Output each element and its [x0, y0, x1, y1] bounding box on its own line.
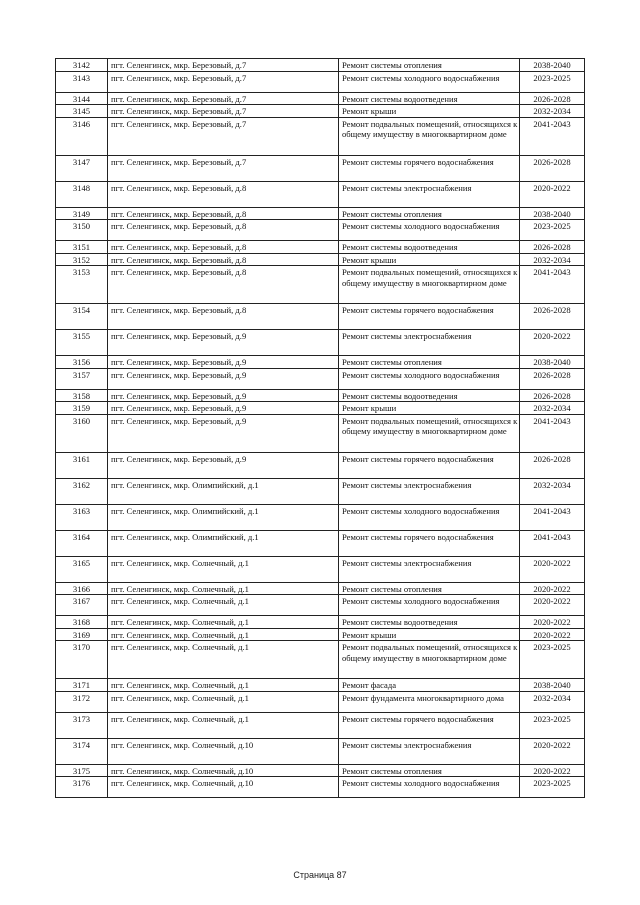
- table-row: [56, 266, 585, 304]
- address-cell: пгт. Селенгинск, мкр. Солнечный, д.10: [108, 777, 339, 798]
- work-type-cell: Ремонт системы холодного водоснабжения: [339, 368, 520, 389]
- table-row: [56, 105, 585, 118]
- period-cell: 2038-2040: [520, 356, 585, 369]
- period-cell: 2041-2043: [520, 414, 585, 452]
- work-type-cell: Ремонт подвальных помещений, относящихся к общему имуществу в многоквартирном доме: [339, 641, 520, 679]
- table-row: [56, 504, 585, 530]
- row-number: 3147: [56, 155, 108, 181]
- period-cell: 2020-2022: [520, 330, 585, 356]
- row-number: 3162: [56, 478, 108, 504]
- address-cell: пгт. Селенгинск, мкр. Березовый, д.7: [108, 92, 339, 105]
- address-cell: пгт. Селенгинск, мкр. Солнечный, д.1: [108, 628, 339, 641]
- address-cell: пгт. Селенгинск, мкр. Олимпийский, д.1: [108, 478, 339, 504]
- period-cell: 2020-2022: [520, 556, 585, 582]
- address-cell: пгт. Селенгинск, мкр. Березовый, д.7: [108, 105, 339, 118]
- address-cell: пгт. Селенгинск, мкр. Солнечный, д.1: [108, 712, 339, 738]
- period-cell: 2023-2025: [520, 71, 585, 92]
- row-number: 3158: [56, 389, 108, 402]
- work-type-cell: Ремонт системы водоотведения: [339, 92, 520, 105]
- table-row: [56, 304, 585, 330]
- work-type-cell: Ремонт системы отопления: [339, 764, 520, 777]
- table-row: [56, 641, 585, 679]
- address-cell: пгт. Селенгинск, мкр. Березовый, д.9: [108, 389, 339, 402]
- address-cell: пгт. Селенгинск, мкр. Березовый, д.9: [108, 368, 339, 389]
- table-row: [56, 777, 585, 798]
- period-cell: 2020-2022: [520, 616, 585, 629]
- table-row: [56, 414, 585, 452]
- work-type-cell: Ремонт системы холодного водоснабжения: [339, 777, 520, 798]
- work-type-cell: Ремонт системы горячего водоснабжения: [339, 304, 520, 330]
- table-row: [56, 616, 585, 629]
- address-cell: пгт. Селенгинск, мкр. Березовый, д.9: [108, 402, 339, 415]
- table-row: [56, 253, 585, 266]
- period-cell: 2023-2025: [520, 641, 585, 679]
- row-number: 3169: [56, 628, 108, 641]
- work-type-cell: Ремонт системы электроснабжения: [339, 556, 520, 582]
- address-cell: пгт. Селенгинск, мкр. Солнечный, д.1: [108, 556, 339, 582]
- period-cell: 2023-2025: [520, 220, 585, 241]
- row-number: 3160: [56, 414, 108, 452]
- address-cell: пгт. Селенгинск, мкр. Березовый, д.8: [108, 241, 339, 254]
- table-row: [56, 59, 585, 72]
- work-type-cell: Ремонт крыши: [339, 628, 520, 641]
- period-cell: 2023-2025: [520, 777, 585, 798]
- address-cell: пгт. Селенгинск, мкр. Березовый, д.8: [108, 266, 339, 304]
- row-number: 3170: [56, 641, 108, 679]
- table-row: [56, 478, 585, 504]
- work-type-cell: Ремонт подвальных помещений, относящихся к общему имуществу в многоквартирном доме: [339, 117, 520, 155]
- period-cell: 2041-2043: [520, 504, 585, 530]
- address-cell: пгт. Селенгинск, мкр. Березовый, д.8: [108, 207, 339, 220]
- page-number: Страница 87: [293, 870, 347, 880]
- period-cell: 2041-2043: [520, 530, 585, 556]
- period-cell: 2020-2022: [520, 181, 585, 207]
- work-type-cell: Ремонт системы горячего водоснабжения: [339, 155, 520, 181]
- address-cell: пгт. Селенгинск, мкр. Солнечный, д.1: [108, 616, 339, 629]
- table-row: [56, 679, 585, 692]
- row-number: 3150: [56, 220, 108, 241]
- table-row: [56, 691, 585, 712]
- table-row: [56, 241, 585, 254]
- row-number: 3156: [56, 356, 108, 369]
- row-number: 3168: [56, 616, 108, 629]
- table-row: [56, 595, 585, 616]
- table-row: [56, 402, 585, 415]
- table-row: [56, 71, 585, 92]
- table-row: [56, 368, 585, 389]
- row-number: 3151: [56, 241, 108, 254]
- work-type-cell: Ремонт крыши: [339, 402, 520, 415]
- work-type-cell: Ремонт системы электроснабжения: [339, 181, 520, 207]
- table-row: [56, 530, 585, 556]
- table-row: [56, 207, 585, 220]
- period-cell: 2026-2028: [520, 92, 585, 105]
- table-row: [56, 389, 585, 402]
- work-type-cell: Ремонт системы горячего водоснабжения: [339, 452, 520, 478]
- work-type-cell: Ремонт фасада: [339, 679, 520, 692]
- period-cell: 2032-2034: [520, 402, 585, 415]
- table-row: [56, 117, 585, 155]
- address-cell: пгт. Селенгинск, мкр. Олимпийский, д.1: [108, 504, 339, 530]
- work-type-cell: Ремонт системы электроснабжения: [339, 478, 520, 504]
- table-row: [56, 155, 585, 181]
- row-number: 3163: [56, 504, 108, 530]
- address-cell: пгт. Селенгинск, мкр. Березовый, д.7: [108, 117, 339, 155]
- address-cell: пгт. Селенгинск, мкр. Березовый, д.7: [108, 59, 339, 72]
- row-number: 3165: [56, 556, 108, 582]
- address-cell: пгт. Селенгинск, мкр. Березовый, д.9: [108, 330, 339, 356]
- address-cell: пгт. Селенгинск, мкр. Солнечный, д.1: [108, 691, 339, 712]
- repair-schedule-table: [55, 58, 585, 798]
- work-type-cell: Ремонт системы холодного водоснабжения: [339, 504, 520, 530]
- table-row: [56, 738, 585, 764]
- row-number: 3152: [56, 253, 108, 266]
- address-cell: пгт. Селенгинск, мкр. Березовый, д.7: [108, 71, 339, 92]
- work-type-cell: Ремонт системы холодного водоснабжения: [339, 595, 520, 616]
- table-row: [56, 452, 585, 478]
- row-number: 3154: [56, 304, 108, 330]
- period-cell: 2032-2034: [520, 691, 585, 712]
- period-cell: 2041-2043: [520, 117, 585, 155]
- row-number: 3176: [56, 777, 108, 798]
- work-type-cell: Ремонт системы водоотведения: [339, 389, 520, 402]
- row-number: 3164: [56, 530, 108, 556]
- row-number: 3157: [56, 368, 108, 389]
- work-type-cell: Ремонт системы отопления: [339, 59, 520, 72]
- period-cell: 2026-2028: [520, 389, 585, 402]
- row-number: 3172: [56, 691, 108, 712]
- table-row: [56, 220, 585, 241]
- period-cell: 2020-2022: [520, 738, 585, 764]
- table-row: [56, 181, 585, 207]
- work-type-cell: Ремонт системы горячего водоснабжения: [339, 530, 520, 556]
- table-row: [56, 712, 585, 738]
- row-number: 3142: [56, 59, 108, 72]
- period-cell: 2032-2034: [520, 253, 585, 266]
- period-cell: 2026-2028: [520, 304, 585, 330]
- period-cell: 2026-2028: [520, 368, 585, 389]
- address-cell: пгт. Селенгинск, мкр. Солнечный, д.1: [108, 595, 339, 616]
- period-cell: 2023-2025: [520, 712, 585, 738]
- work-type-cell: Ремонт системы холодного водоснабжения: [339, 220, 520, 241]
- address-cell: пгт. Селенгинск, мкр. Березовый, д.8: [108, 304, 339, 330]
- work-type-cell: Ремонт системы отопления: [339, 582, 520, 595]
- period-cell: 2038-2040: [520, 59, 585, 72]
- address-cell: пгт. Селенгинск, мкр. Солнечный, д.1: [108, 582, 339, 595]
- period-cell: 2020-2022: [520, 595, 585, 616]
- row-number: 3144: [56, 92, 108, 105]
- row-number: 3171: [56, 679, 108, 692]
- period-cell: 2020-2022: [520, 628, 585, 641]
- address-cell: пгт. Селенгинск, мкр. Солнечный, д.10: [108, 738, 339, 764]
- table-row: [56, 92, 585, 105]
- address-cell: пгт. Селенгинск, мкр. Березовый, д.7: [108, 155, 339, 181]
- table-row: [56, 330, 585, 356]
- period-cell: 2038-2040: [520, 207, 585, 220]
- row-number: 3173: [56, 712, 108, 738]
- row-number: 3153: [56, 266, 108, 304]
- period-cell: 2020-2022: [520, 582, 585, 595]
- work-type-cell: Ремонт крыши: [339, 105, 520, 118]
- table-row: [56, 556, 585, 582]
- row-number: 3155: [56, 330, 108, 356]
- row-number: 3145: [56, 105, 108, 118]
- work-type-cell: Ремонт системы электроснабжения: [339, 738, 520, 764]
- period-cell: 2032-2034: [520, 478, 585, 504]
- row-number: 3146: [56, 117, 108, 155]
- work-type-cell: Ремонт системы отопления: [339, 207, 520, 220]
- work-type-cell: Ремонт системы холодного водоснабжения: [339, 71, 520, 92]
- table-row: [56, 582, 585, 595]
- work-type-cell: Ремонт системы водоотведения: [339, 616, 520, 629]
- row-number: 3161: [56, 452, 108, 478]
- address-cell: пгт. Селенгинск, мкр. Березовый, д.8: [108, 253, 339, 266]
- row-number: 3174: [56, 738, 108, 764]
- work-type-cell: Ремонт системы горячего водоснабжения: [339, 712, 520, 738]
- address-cell: пгт. Селенгинск, мкр. Солнечный, д.1: [108, 641, 339, 679]
- row-number: 3143: [56, 71, 108, 92]
- period-cell: 2032-2034: [520, 105, 585, 118]
- address-cell: пгт. Селенгинск, мкр. Березовый, д.9: [108, 414, 339, 452]
- work-type-cell: Ремонт системы электроснабжения: [339, 330, 520, 356]
- work-type-cell: Ремонт системы отопления: [339, 356, 520, 369]
- table-body: [56, 59, 585, 798]
- work-type-cell: Ремонт подвальных помещений, относящихся к общему имуществу в многоквартирном доме: [339, 266, 520, 304]
- row-number: 3166: [56, 582, 108, 595]
- address-cell: пгт. Селенгинск, мкр. Березовый, д.9: [108, 452, 339, 478]
- table-row: [56, 628, 585, 641]
- table-row: [56, 764, 585, 777]
- period-cell: 2026-2028: [520, 155, 585, 181]
- period-cell: 2026-2028: [520, 241, 585, 254]
- row-number: 3148: [56, 181, 108, 207]
- row-number: 3149: [56, 207, 108, 220]
- address-cell: пгт. Селенгинск, мкр. Березовый, д.8: [108, 220, 339, 241]
- row-number: 3159: [56, 402, 108, 415]
- period-cell: 2038-2040: [520, 679, 585, 692]
- table-row: [56, 356, 585, 369]
- work-type-cell: Ремонт крыши: [339, 253, 520, 266]
- address-cell: пгт. Селенгинск, мкр. Солнечный, д.1: [108, 679, 339, 692]
- address-cell: пгт. Селенгинск, мкр. Олимпийский, д.1: [108, 530, 339, 556]
- work-type-cell: Ремонт подвальных помещений, относящихся к общему имуществу в многоквартирном доме: [339, 414, 520, 452]
- row-number: 3167: [56, 595, 108, 616]
- period-cell: 2026-2028: [520, 452, 585, 478]
- period-cell: 2020-2022: [520, 764, 585, 777]
- address-cell: пгт. Селенгинск, мкр. Солнечный, д.10: [108, 764, 339, 777]
- address-cell: пгт. Селенгинск, мкр. Березовый, д.8: [108, 181, 339, 207]
- row-number: 3175: [56, 764, 108, 777]
- period-cell: 2041-2043: [520, 266, 585, 304]
- work-type-cell: Ремонт системы водоотведения: [339, 241, 520, 254]
- address-cell: пгт. Селенгинск, мкр. Березовый, д.9: [108, 356, 339, 369]
- work-type-cell: Ремонт фундамента многоквартирного дома: [339, 691, 520, 712]
